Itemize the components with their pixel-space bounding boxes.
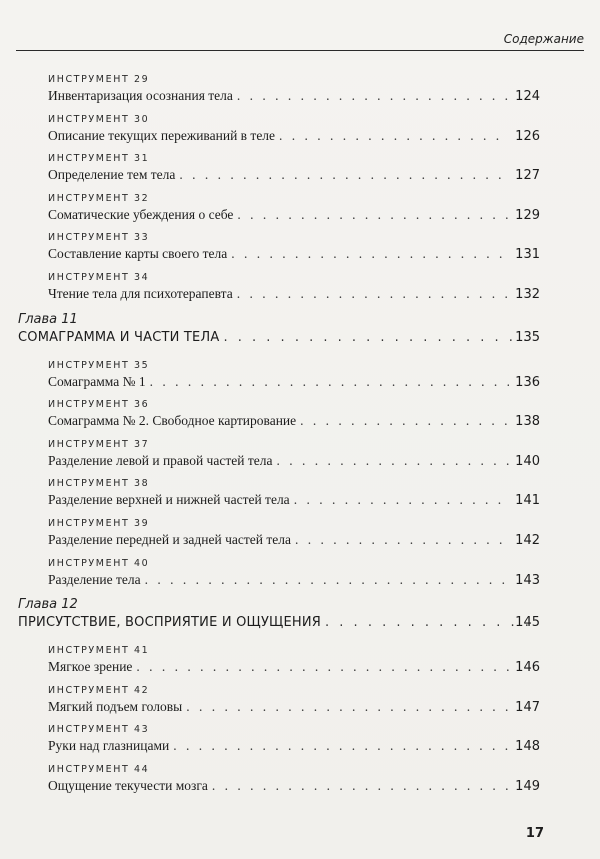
dot-leader <box>173 737 509 755</box>
toc-entry[interactable] <box>0 393 600 433</box>
dot-leader <box>325 613 536 633</box>
toc-entry[interactable] <box>0 147 600 187</box>
entry-title: Разделение тела <box>48 571 141 587</box>
dot-leader <box>150 373 510 391</box>
toc-entry[interactable] <box>0 718 600 758</box>
tool-label: ИНСТРУМЕНТ 35 <box>48 359 150 371</box>
toc-entry[interactable] <box>0 758 600 798</box>
tool-label: ИНСТРУМЕНТ 31 <box>48 153 150 165</box>
chapter-label: Глава 12 <box>18 597 78 613</box>
entry-title: Описание текущих переживаний в теле <box>48 127 276 143</box>
toc-entry[interactable] <box>0 639 600 679</box>
page-number: 129 <box>515 207 540 223</box>
tool-label: ИНСТРУМЕНТ 40 <box>48 557 150 569</box>
entry-title: Сомаграмма № 2. Свободное картирование <box>48 413 297 429</box>
tool-label: ИНСТРУМЕНТ 39 <box>48 517 150 529</box>
toc-entry[interactable] <box>0 187 600 227</box>
dot-leader <box>179 166 509 184</box>
chapter-heading[interactable] <box>0 591 600 639</box>
dot-leader <box>212 777 509 795</box>
toc-entry[interactable] <box>0 552 600 592</box>
entry-title: Мягкий подъем головы <box>48 698 183 714</box>
page-number: 141 <box>515 493 540 509</box>
toc-entry[interactable] <box>0 433 600 473</box>
tool-label: ИНСТРУМЕНТ 36 <box>48 399 150 411</box>
page-number: 146 <box>515 660 540 676</box>
toc-entry[interactable] <box>0 68 600 108</box>
entry-title: Чтение тела для психотерапевта <box>48 285 233 301</box>
chapter-title: СОМАГРАММА И ЧАСТИ ТЕЛА <box>18 329 220 345</box>
tool-label: ИНСТРУМЕНТ 42 <box>48 684 150 696</box>
tool-label: ИНСТРУМЕНТ 30 <box>48 113 150 125</box>
dot-leader <box>145 571 510 589</box>
chapter-heading[interactable] <box>0 306 600 354</box>
table-of-contents <box>0 68 600 798</box>
page-number: 142 <box>515 532 540 548</box>
entry-title: Определение тем тела <box>48 167 176 183</box>
tool-label: ИНСТРУМЕНТ 32 <box>48 192 150 204</box>
toc-entry[interactable] <box>0 512 600 552</box>
entry-title: Разделение верхней и нижней частей тела <box>48 492 290 508</box>
dot-leader <box>300 412 509 430</box>
page-number: 124 <box>515 89 540 104</box>
page-number: 131 <box>515 247 540 263</box>
dot-leader <box>186 698 509 716</box>
page-number: 140 <box>515 453 540 469</box>
dot-leader <box>294 491 509 509</box>
dot-leader <box>224 328 537 348</box>
tool-label: ИНСТРУМЕНТ 37 <box>48 438 150 450</box>
entry-title: Руки над глазницами <box>48 738 170 754</box>
page-number: 147 <box>515 699 540 715</box>
toc-entry[interactable] <box>0 679 600 719</box>
page-number: 135 <box>515 329 540 345</box>
page-number: 136 <box>515 374 540 390</box>
dot-leader <box>237 285 509 303</box>
toc-entry[interactable] <box>0 266 600 306</box>
page-number: 127 <box>515 168 540 184</box>
chapter-label: Глава 11 <box>18 311 78 327</box>
running-head <box>16 32 584 51</box>
page-folio: 17 <box>525 826 544 841</box>
page-number: 148 <box>515 739 540 755</box>
tool-label: ИНСТРУМЕНТ 29 <box>48 74 150 85</box>
entry-title: Ощущение текучести мозга <box>48 777 208 793</box>
entry-title: Инвентаризация осознания тела <box>48 88 233 103</box>
tool-label: ИНСТРУМЕНТ 33 <box>48 232 150 244</box>
dot-leader <box>237 206 509 224</box>
dot-leader <box>279 127 509 145</box>
toc-entry[interactable] <box>0 226 600 266</box>
running-head-title: Содержание <box>503 32 584 46</box>
toc-entry[interactable] <box>0 108 600 148</box>
page-number: 145 <box>515 615 540 631</box>
page-number: 132 <box>515 286 540 302</box>
entry-title: Разделение левой и правой частей тела <box>48 452 273 468</box>
page-number: 126 <box>515 128 540 144</box>
page-number: 138 <box>515 414 540 430</box>
tool-label: ИНСТРУМЕНТ 34 <box>48 271 150 283</box>
page-number: 143 <box>515 572 540 588</box>
entry-title: Мягкое зрение <box>48 659 133 675</box>
chapter-title: ПРИСУТСТВИЕ, ВОСПРИЯТИЕ И ОЩУЩЕНИЯ <box>18 615 322 631</box>
dot-leader <box>276 452 509 470</box>
tool-label: ИНСТРУМЕНТ 38 <box>48 478 150 490</box>
dot-leader <box>231 245 509 263</box>
toc-entry[interactable] <box>0 354 600 394</box>
entry-title: Сомаграмма № 1 <box>48 373 146 389</box>
tool-label: ИНСТРУМЕНТ 44 <box>48 763 150 775</box>
entry-title: Составление карты своего тела <box>48 246 228 262</box>
dot-leader <box>136 658 509 676</box>
entry-title: Соматические убеждения о себе <box>48 206 234 222</box>
page-number: 149 <box>515 778 540 794</box>
entry-title: Разделение передней и задней частей тела <box>48 531 291 547</box>
tool-label: ИНСТРУМЕНТ 41 <box>48 645 150 657</box>
dot-leader <box>237 87 509 105</box>
tool-label: ИНСТРУМЕНТ 43 <box>48 724 150 736</box>
dot-leader <box>295 531 509 549</box>
toc-entry[interactable] <box>0 472 600 512</box>
